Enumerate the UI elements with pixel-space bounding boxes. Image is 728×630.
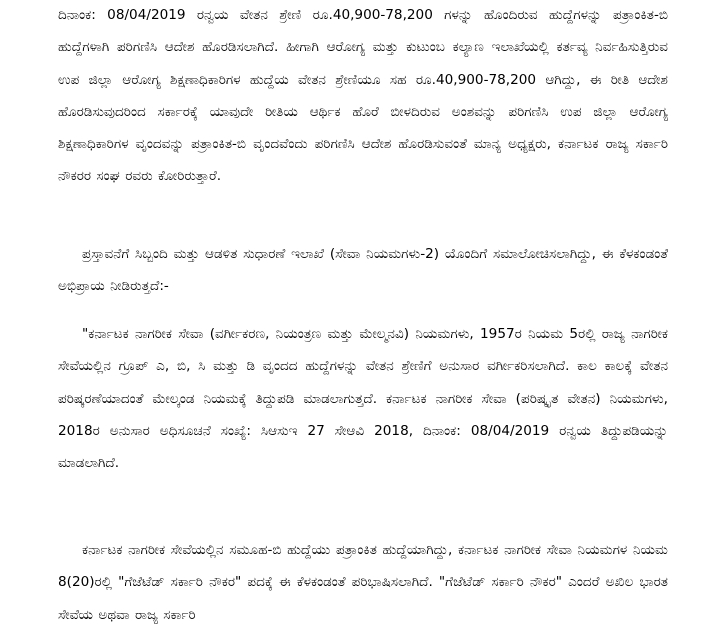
paragraph-gazetted-definition: ಕರ್ನಾಟಕ ನಾಗರೀಕ ಸೇವೆಯಲ್ಲಿನ ಸಮೂಹ-ಬಿ ಹುದ್ದೆಯು ಪತ್ರಾಂಕಿತ ಹುದ್ದೆಯಾಗಿದ್ದು, ಕರ್ನಾಟಕ ನಾಗರೀಕ ಸೇವಾ ನಿಯಮಗಳ ನಿಯಮ 8(20)ರಲ್ಲಿ "ಗೆಜೆಟೆಡ್ ಸರ್ಕಾರಿ ನೌಕರ" ಪದಕ್ಕೆ ಈ ಕೆಳಕಂಡಂತೆ ಪರಿಭಾಷಿಸಲಾಗಿದೆ. "ಗೆಜೆಟೆಡ್ ಸರ್ಕಾರಿ ನೌಕರ" ಎಂದರೆ ಅಖಿಲ ಭಾರತ ಸೇವೆಯ ಅಥವಾ ರಾಜ್ಯ ಸರ್ಕಾರಿ [58,542,668,623]
paragraph-consultation: ಪ್ರಸ್ತಾವನೆಗೆ ಸಿಬ್ಬಂದಿ ಮತ್ತು ಆಡಳಿತ ಸುಧಾರಣೆ ಇಲಾಖೆ (ಸೇವಾ ನಿಯಮಗಳು-2) ಯೊಂದಿಗೆ ಸಮಾಲೋಚಿಸಲಾಗಿದ್ದು, ಈ ಕೆಳಕಂಡಂತೆ ಅಭಿಪ್ರಾಯ ನೀಡಿರುತ್ತದೆ:- [58,246,668,295]
paragraph-order-context: ದಿನಾಂಕ: 08/04/2019 ರನ್ವಯ ವೇತನ ಶ್ರೇಣಿ ರೂ.40,900-78,200 ಗಳನ್ನು ಹೊಂದಿರುವ ಹುದ್ದೆಗಳನ್ನು ಪತ್ರಾಂಕಿತ-ಬಿ ಹುದ್ದೆಗಳಾಗಿ ಪರಿಗಣಿಸಿ ಆದೇಶ ಹೊರಡಿಸಲಾಗಿದೆ. ಹೀಗಾಗಿ ಆರೋಗ್ಯ ಮತ್ತು ಕುಟುಂಬ ಕಲ್ಯಾಣ ಇಲಾಖೆಯಲ್ಲಿ ಕರ್ತವ್ಯ ನಿರ್ವಹಿಸುತ್ತಿರುವ ಉಪ ಜಿಲ್ಲಾ ಆರೋಗ್ಯ ಶಿಕ್ಷಣಾಧಿಕಾರಿಗಳ ಹುದ್ದೆಯ ವೇತನ ಶ್ರೇಣಿಯೂ ಸಹ ರೂ.40,900-78,200 ಆಗಿದ್ದು, ಈ ರೀತಿ ಆದೇಶ ಹೊರಡಿಸುವುದರಿಂದ ಸರ್ಕಾರಕ್ಕೆ ಯಾವುದೇ ರೀತಿಯ ಆರ್ಥಿಕ ಹೊರೆ ಬೀಳದಿರುವ ಅಂಶವನ್ನು ಪರಿಗಣಿಸಿ ಉಪ ಜಿಲ್ಲಾ ಆರೋಗ್ಯ ಶಿಕ್ಷಣಾಧಿಕಾರಿಗಳ ವೃಂದವನ್ನು ಪತ್ರಾಂಕಿತ-ಬಿ ವೃಂದವೆಂದು ಪರಿಗಣಿಸಿ ಆದೇಶ ಹೊರಡಿಸುವಂತೆ ಮಾನ್ಯ ಅಧ್ಯಕ್ಷರು, ಕರ್ನಾಟಕ ರಾಜ್ಯ ಸರ್ಕಾರಿ ನೌಕರರ ಸಂಘ ರವರು ಕೋರಿರುತ್ತಾರೆ. [58,7,668,185]
paragraph-quoted-opinion: "ಕರ್ನಾಟಕ ನಾಗರೀಕ ಸೇವಾ (ವರ್ಗೀಕರಣ, ನಿಯಂತ್ರಣ ಮತ್ತು ಮೇಲ್ಮನವಿ) ನಿಯಮಗಳು, 1957ರ ನಿಯಮ 5ರಲ್ಲಿ ರಾಜ್ಯ ನಾಗರೀಕ ಸೇವೆಯಲ್ಲಿನ ಗ್ರೂಪ್ ಎ, ಬಿ, ಸಿ ಮತ್ತು ಡಿ ವೃಂದದ ಹುದ್ದೆಗಳನ್ನು ವೇತನ ಶ್ರೇಣಿಗೆ ಅನುಸಾರ ವರ್ಗೀಕರಿಸಲಾಗಿದೆ. ಕಾಲ ಕಾಲಕ್ಕೆ ವೇತನ ಪರಿಷ್ಕರಣೆಯಾದಂತೆ ಮೇಲ್ಕಂಡ ನಿಯಮಕ್ಕೆ ತಿದ್ದುಪಡಿ ಮಾಡಲಾಗುತ್ತದೆ. ಕರ್ನಾಟಕ ನಾಗರೀಕ ಸೇವಾ (ಪರಿಷ್ಕೃತ ವೇತನ) ನಿಯಮಗಳು, 2018ರ ಅನುಸಾರ ಅಧಿಸೂಚನೆ ಸಂಖ್ಯೆ: ಸಿಆಸುಇ 27 ಸೇಆವಿ 2018, ದಿನಾಂಕ: 08/04/2019 ರನ್ವಯ ತಿದ್ದುಪಡಿಯನ್ನು ಮಾಡಲಾಗಿದೆ. [58,326,668,472]
